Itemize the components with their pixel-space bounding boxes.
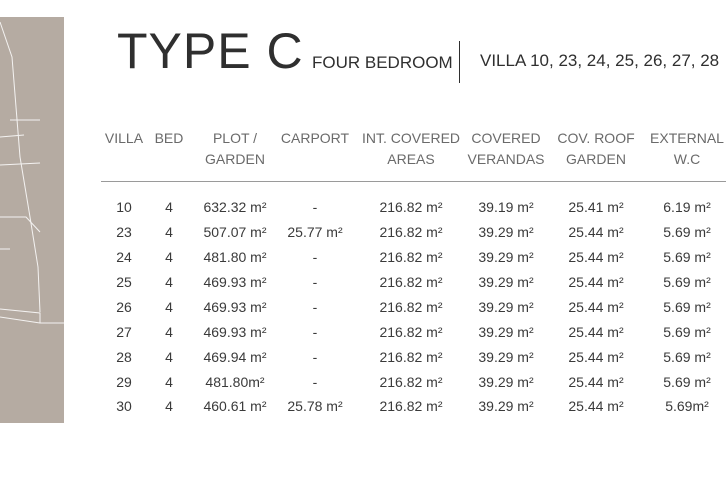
- cell-int-covered: 216.82 m²: [379, 324, 443, 340]
- cell-bed: 4: [165, 324, 173, 340]
- cell-external-wc: 5.69 m²: [663, 299, 711, 315]
- cell-verandas: 39.29 m²: [478, 398, 534, 414]
- cell-bed: 4: [165, 349, 173, 365]
- cell-roof-garden: 25.44 m²: [568, 299, 624, 315]
- table-row: [0, 295, 726, 320]
- cell-verandas: 39.29 m²: [478, 249, 534, 265]
- cell-roof-garden: 25.44 m²: [568, 324, 624, 340]
- table-row: [0, 320, 726, 345]
- cell-carport: -: [312, 249, 318, 265]
- cell-external-wc: 5.69 m²: [663, 224, 711, 240]
- cell-villa: 27: [116, 324, 132, 340]
- column-header-villa: VILLA: [104, 130, 144, 146]
- column-header-bed: BED: [154, 130, 184, 146]
- table-row: [0, 270, 726, 295]
- cell-bed: 4: [165, 398, 173, 414]
- cell-external-wc: 5.69 m²: [663, 324, 711, 340]
- cell-external-wc: 5.69 m²: [663, 274, 711, 290]
- cell-int-covered: 216.82 m²: [379, 224, 443, 240]
- cell-roof-garden: 25.44 m²: [568, 349, 624, 365]
- cell-villa: 26: [116, 299, 132, 315]
- cell-carport: -: [312, 299, 318, 315]
- cell-bed: 4: [165, 224, 173, 240]
- cell-carport: 25.77 m²: [287, 224, 343, 240]
- cell-int-covered: 216.82 m²: [379, 374, 443, 390]
- table-row: [0, 245, 726, 270]
- cell-external-wc: 5.69m²: [665, 398, 709, 414]
- cell-villa: 10: [116, 199, 132, 215]
- cell-int-covered: 216.82 m²: [379, 274, 443, 290]
- table-row: [0, 220, 726, 245]
- cell-int-covered: 216.82 m²: [379, 249, 443, 265]
- column-header-cov-roof-garden: COV. ROOF GARDEN: [557, 130, 635, 167]
- cell-roof-garden: 25.44 m²: [568, 274, 624, 290]
- cell-carport: -: [312, 199, 318, 215]
- cell-verandas: 39.29 m²: [478, 374, 534, 390]
- cell-carport: -: [312, 349, 318, 365]
- column-header-carport: CARPORT: [280, 130, 350, 146]
- cell-int-covered: 216.82 m²: [379, 199, 443, 215]
- table-row: [0, 195, 726, 220]
- cell-villa: 24: [116, 249, 132, 265]
- column-header-covered-verandas: COVERED VERANDAS: [467, 130, 545, 167]
- cell-carport: -: [312, 374, 318, 390]
- cell-plot: 460.61 m²: [203, 398, 267, 414]
- cell-roof-garden: 25.41 m²: [568, 199, 624, 215]
- cell-bed: 4: [165, 299, 173, 315]
- cell-plot: 469.93 m²: [203, 299, 267, 315]
- cell-verandas: 39.19 m²: [478, 199, 534, 215]
- cell-external-wc: 5.69 m²: [663, 374, 711, 390]
- type-title: TYPE C: [117, 23, 304, 79]
- cell-plot: 481.80m²: [205, 374, 265, 390]
- cell-plot: 481.80 m²: [203, 249, 267, 265]
- cell-bed: 4: [165, 249, 173, 265]
- header-divider: [459, 41, 460, 83]
- cell-verandas: 39.29 m²: [478, 224, 534, 240]
- cell-villa: 30: [116, 398, 132, 414]
- cell-villa: 25: [116, 274, 132, 290]
- header-rule: [101, 181, 726, 182]
- cell-verandas: 39.29 m²: [478, 274, 534, 290]
- bedroom-subtitle: FOUR BEDROOM: [312, 53, 453, 72]
- cell-verandas: 39.29 m²: [478, 324, 534, 340]
- cell-int-covered: 216.82 m²: [379, 349, 443, 365]
- cell-roof-garden: 25.44 m²: [568, 224, 624, 240]
- column-header-external-wc: EXTERNAL W.C: [650, 130, 724, 167]
- cell-verandas: 39.29 m²: [478, 299, 534, 315]
- cell-plot: 632.32 m²: [203, 199, 267, 215]
- cell-plot: 507.07 m²: [203, 224, 267, 240]
- cell-plot: 469.93 m²: [203, 274, 267, 290]
- cell-bed: 4: [165, 274, 173, 290]
- cell-carport: -: [312, 274, 318, 290]
- cell-external-wc: 5.69 m²: [663, 249, 711, 265]
- cell-external-wc: 6.19 m²: [663, 199, 711, 215]
- villa-list: VILLA 10, 23, 24, 25, 26, 27, 28: [480, 51, 720, 70]
- cell-bed: 4: [165, 374, 173, 390]
- cell-carport: 25.78 m²: [287, 398, 343, 414]
- column-header-plot-garden: PLOT / GARDEN: [205, 130, 265, 167]
- cell-plot: 469.94 m²: [203, 349, 267, 365]
- cell-villa: 28: [116, 349, 132, 365]
- cell-roof-garden: 25.44 m²: [568, 249, 624, 265]
- cell-int-covered: 216.82 m²: [379, 398, 443, 414]
- table-row: [0, 370, 726, 395]
- cell-verandas: 39.29 m²: [478, 349, 534, 365]
- cell-villa: 29: [116, 374, 132, 390]
- cell-roof-garden: 25.44 m²: [568, 398, 624, 414]
- cell-bed: 4: [165, 199, 173, 215]
- cell-external-wc: 5.69 m²: [663, 349, 711, 365]
- column-header-int-covered-areas: INT. COVERED AREAS: [362, 130, 461, 167]
- cell-carport: -: [312, 324, 318, 340]
- table-row: [0, 394, 726, 419]
- cell-plot: 469.93 m²: [203, 324, 267, 340]
- cell-villa: 23: [116, 224, 132, 240]
- cell-int-covered: 216.82 m²: [379, 299, 443, 315]
- cell-roof-garden: 25.44 m²: [568, 374, 624, 390]
- table-row: [0, 345, 726, 370]
